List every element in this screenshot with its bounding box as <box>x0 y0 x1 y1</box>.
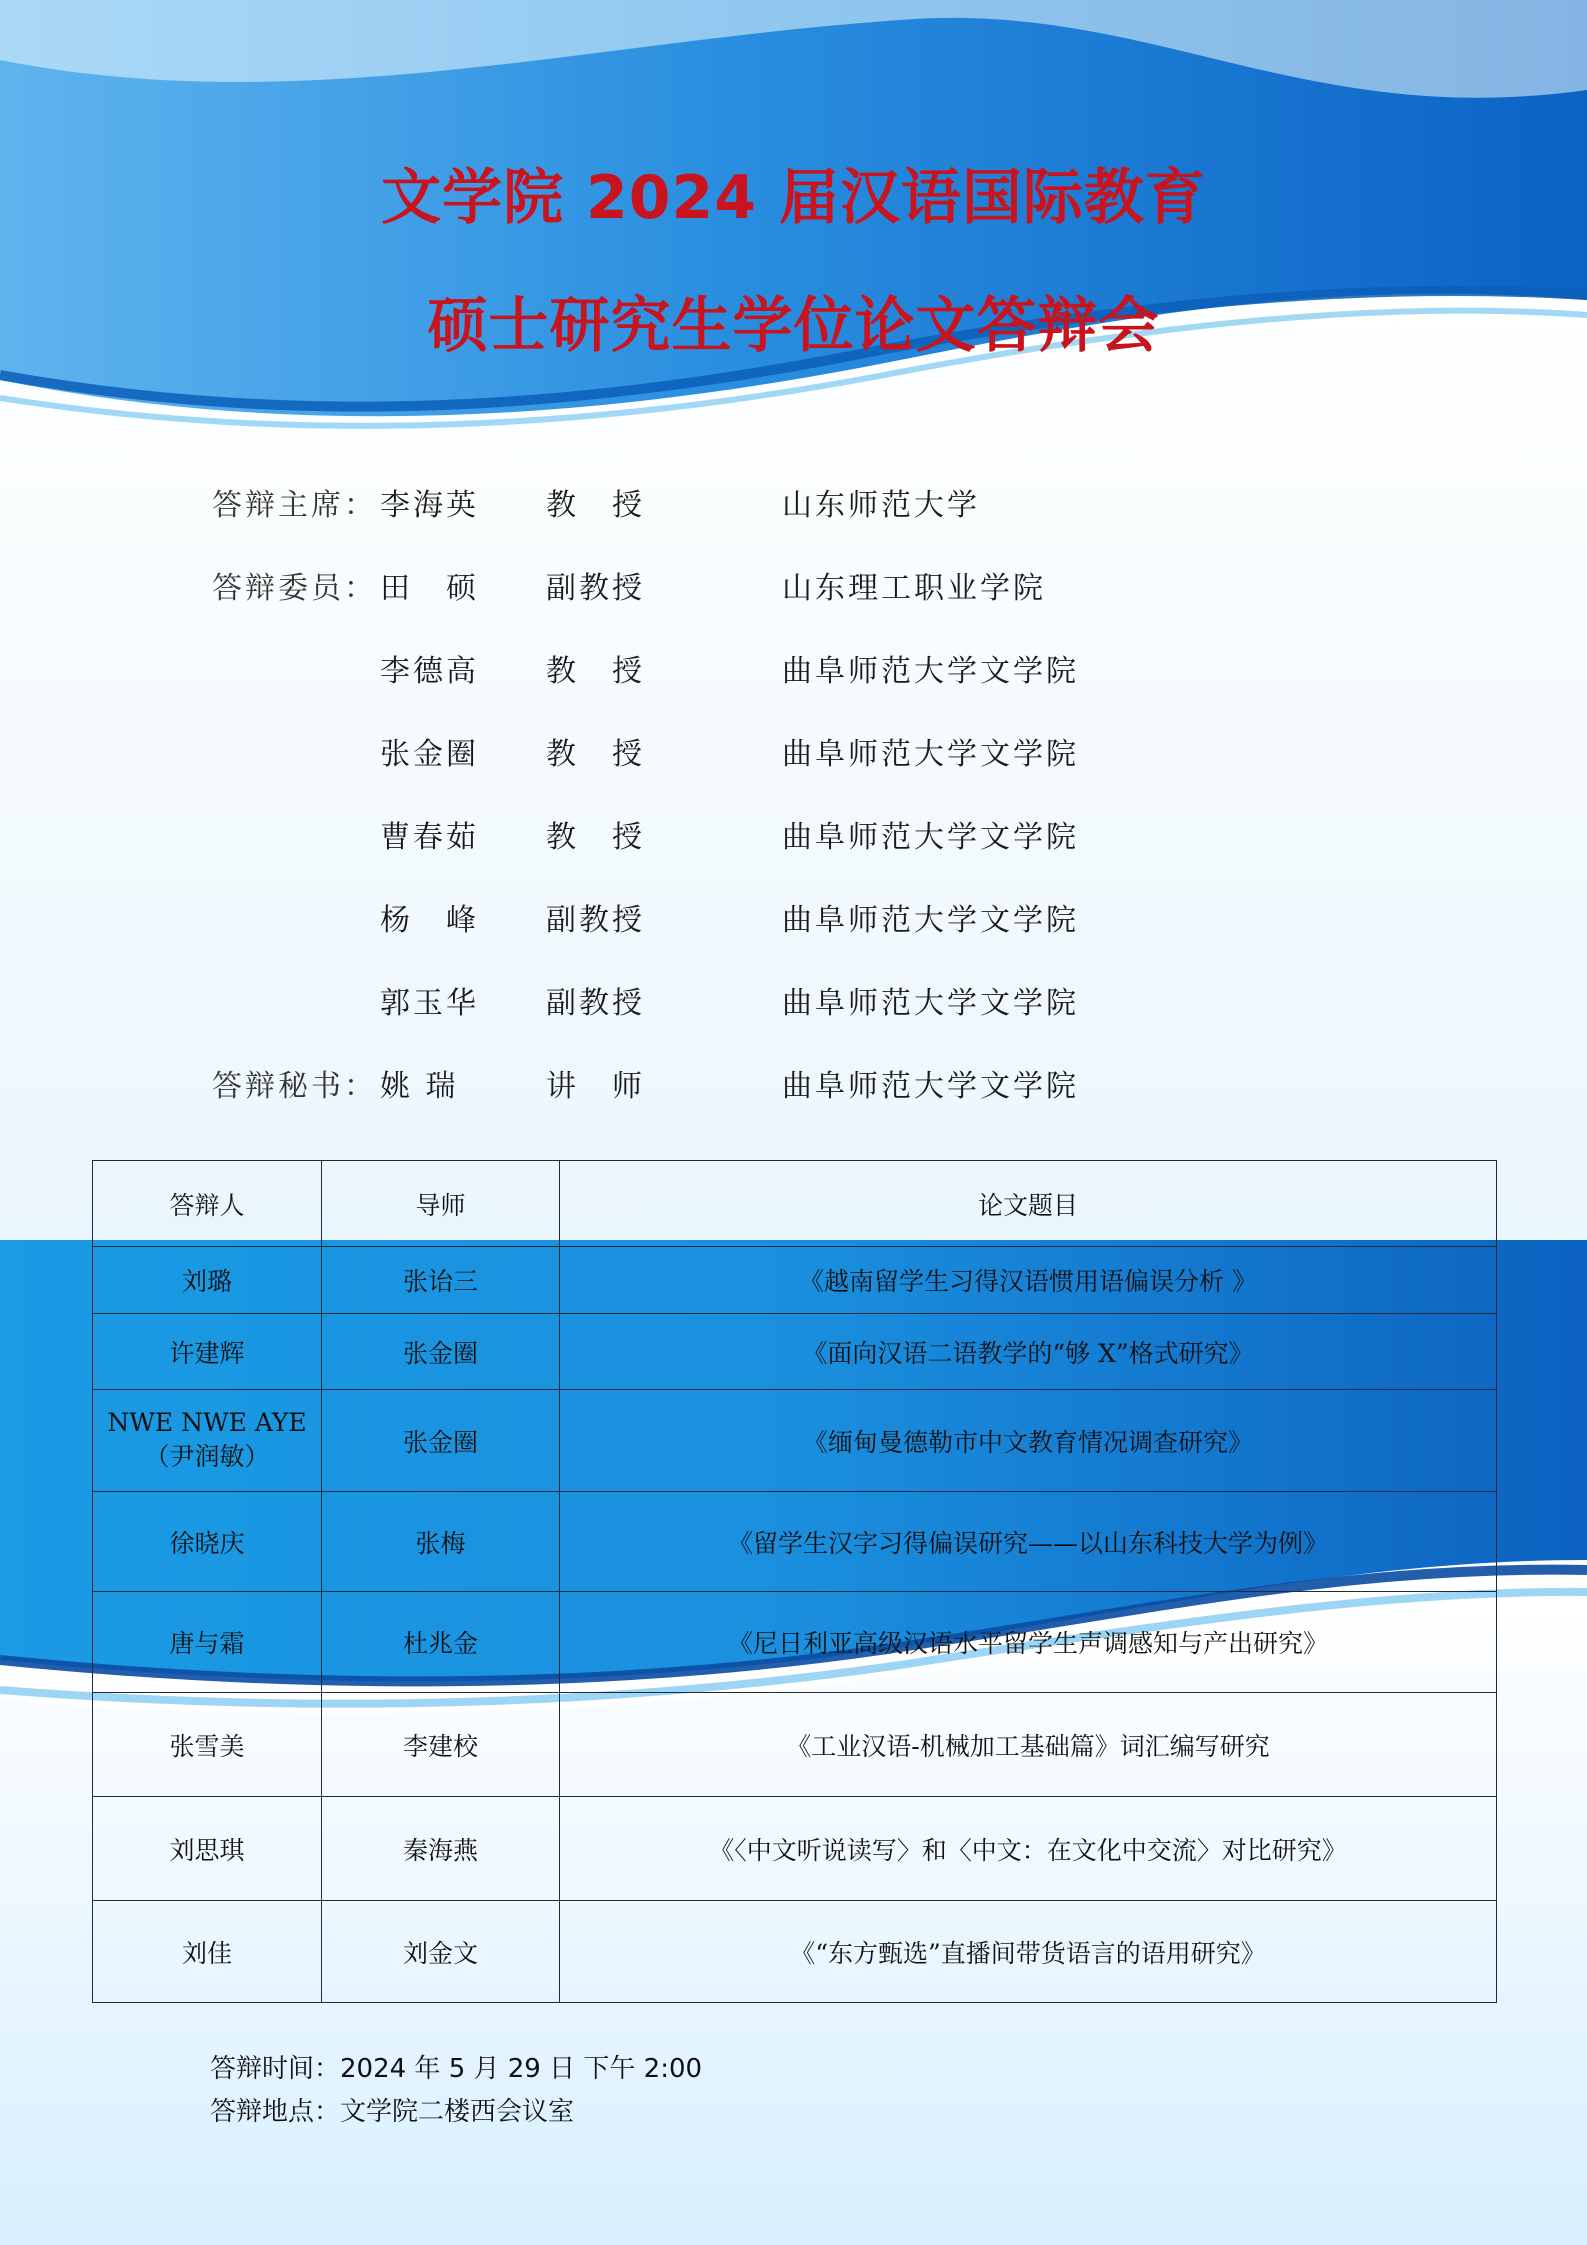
committee-role: 答辩委员： <box>212 571 377 606</box>
table-row <box>93 1247 1497 1314</box>
committee-name: 姚 瑞 <box>380 1069 459 1104</box>
thesis-cell: 《缅甸曼德勒市中文教育情况调查研究》 <box>560 1390 1497 1492</box>
committee-affiliation: 曲阜师范大学文学院 <box>782 986 1079 1021</box>
committee-title: 讲 师 <box>546 1069 645 1104</box>
student-cell: 张雪美 <box>93 1693 322 1797</box>
table-row <box>93 1797 1497 1901</box>
table-row <box>93 1390 1497 1492</box>
advisor-cell: 刘金文 <box>322 1901 560 2003</box>
committee-affiliation: 曲阜师范大学文学院 <box>782 737 1079 772</box>
committee-row <box>0 895 1587 945</box>
advisor-cell: 秦海燕 <box>322 1797 560 1901</box>
advisor-cell: 张金圈 <box>322 1390 560 1492</box>
committee-row <box>0 812 1587 862</box>
committee-row <box>0 729 1587 779</box>
committee-role: 答辩主席： <box>212 488 377 523</box>
committee-title: 教 授 <box>546 488 645 523</box>
thesis-cell: 《〈中文听说读写〉和〈中文：在文化中交流〉对比研究》 <box>560 1797 1497 1901</box>
table-row <box>93 1693 1497 1797</box>
advisor-cell: 杜兆金 <box>322 1592 560 1693</box>
table-row <box>93 1592 1497 1693</box>
page-title-line-1: 文学院 2024 届汉语国际教育 <box>381 163 1206 233</box>
committee-title: 教 授 <box>546 654 645 689</box>
student-cell: NWE NWE AYE（尹润敏） <box>93 1390 322 1492</box>
defense-time: 答辩时间：2024 年 5 月 29 日 下午 2:00 <box>210 2054 703 2084</box>
committee-name: 张金圈 <box>380 737 479 772</box>
student-cell: 徐晓庆 <box>93 1492 322 1592</box>
committee-title: 副教授 <box>546 571 645 606</box>
defense-schedule-table <box>92 1160 1497 2003</box>
thesis-cell: 《工业汉语-机械加工基础篇》词汇编写研究 <box>560 1693 1497 1797</box>
committee-affiliation: 山东师范大学 <box>782 488 980 523</box>
committee-role: 答辩秘书： <box>212 1069 377 1104</box>
committee-row <box>0 978 1587 1028</box>
table-row <box>93 1492 1497 1592</box>
advisor-cell: 李建校 <box>322 1693 560 1797</box>
thesis-cell: 《留学生汉字习得偏误研究——以山东科技大学为例》 <box>560 1492 1497 1592</box>
page-title-line-2: 硕士研究生学位论文答辩会 <box>427 291 1160 361</box>
table-header-row <box>93 1161 1497 1247</box>
committee-affiliation: 曲阜师范大学文学院 <box>782 903 1079 938</box>
thesis-cell: 《“东方甄选”直播间带货语言的语用研究》 <box>560 1901 1497 2003</box>
student-cell: 唐与霜 <box>93 1592 322 1693</box>
committee-row <box>0 563 1587 613</box>
committee-row <box>0 480 1587 530</box>
committee-title: 副教授 <box>546 986 645 1021</box>
committee-name: 李海英 <box>380 488 479 523</box>
column-header-advisor: 导师 <box>322 1161 560 1247</box>
student-cell: 刘思琪 <box>93 1797 322 1901</box>
advisor-cell: 张梅 <box>322 1492 560 1592</box>
committee-affiliation: 曲阜师范大学文学院 <box>782 654 1079 689</box>
committee-title: 副教授 <box>546 903 645 938</box>
thesis-cell: 《越南留学生习得汉语惯用语偏误分析 》 <box>560 1247 1497 1314</box>
committee-name: 杨 峰 <box>380 903 479 938</box>
committee-name: 曹春茹 <box>380 820 479 855</box>
advisor-cell: 张金圈 <box>322 1314 560 1390</box>
committee-name: 李德高 <box>380 654 479 689</box>
column-header-student: 答辩人 <box>93 1161 322 1247</box>
advisor-cell: 张诒三 <box>322 1247 560 1314</box>
committee-name: 郭玉华 <box>380 986 479 1021</box>
table-row <box>93 1901 1497 2003</box>
committee-row <box>0 1061 1587 1111</box>
student-cell: 刘佳 <box>93 1901 322 2003</box>
thesis-cell: 《面向汉语二语教学的“够 X”格式研究》 <box>560 1314 1497 1390</box>
committee-affiliation: 山东理工职业学院 <box>782 571 1046 606</box>
committee-row <box>0 646 1587 696</box>
thesis-cell: 《尼日利亚高级汉语水平留学生声调感知与产出研究》 <box>560 1592 1497 1693</box>
committee-affiliation: 曲阜师范大学文学院 <box>782 1069 1079 1104</box>
column-header-thesis: 论文题目 <box>560 1161 1497 1247</box>
committee-affiliation: 曲阜师范大学文学院 <box>782 820 1079 855</box>
student-cell: 许建辉 <box>93 1314 322 1390</box>
committee-title: 教 授 <box>546 820 645 855</box>
defense-location: 答辩地点：文学院二楼西会议室 <box>210 2097 575 2127</box>
committee-name: 田 硕 <box>380 571 479 606</box>
committee-title: 教 授 <box>546 737 645 772</box>
table-row <box>93 1314 1497 1390</box>
student-cell: 刘璐 <box>93 1247 322 1314</box>
